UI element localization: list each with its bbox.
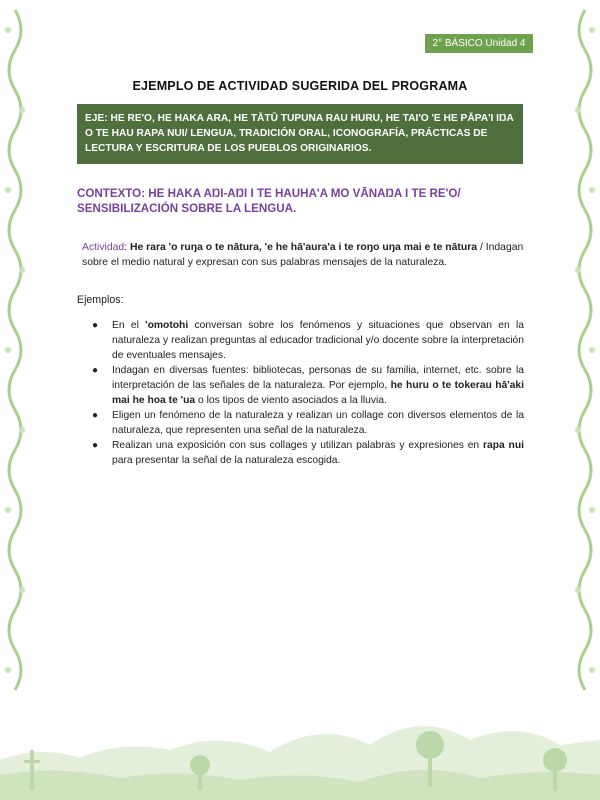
list-item xyxy=(92,363,524,408)
right-decorative-border xyxy=(570,0,600,720)
actividad-text: Indagan sobre el medio natural y expresan con sus palabras mensajes de la naturaleza. xyxy=(82,242,524,268)
item-text: Realizan una exposición con sus collages y utilizan palabras y expresiones en xyxy=(112,440,483,451)
item-text: o los tipos de viento asociados a la lluvia. xyxy=(195,395,387,406)
item-text: Indagan en diversas fuentes: bibliotecas, personas de su familia, internet, etc. sobre la interpretación de las señales de la naturaleza. Por ejemplo, xyxy=(112,365,524,391)
item-bold-text: rapa nui xyxy=(482,440,524,451)
actividad-paragraph: Actividad: He rara 'o ruŋa o te nātura, 'e he hā'aura'a i te roŋo uŋa mai e te nātura / Indagan sobre el medio natural y expresan con sus palabras mensajes de la naturaleza. xyxy=(82,242,524,268)
list-item xyxy=(92,438,524,468)
ejemplos-label: Ejemplos: xyxy=(77,294,124,306)
item-text: para presentar la señal de la naturaleza escogida. xyxy=(112,455,341,466)
left-decorative-border xyxy=(0,0,30,720)
bullet-icon: ● xyxy=(92,440,99,451)
list-item xyxy=(92,408,524,438)
actividad-label: Actividad xyxy=(82,242,125,253)
item-bold-text: 'omotohi xyxy=(145,320,189,331)
page-title: EJEMPLO DE ACTIVIDAD SUGERIDA DEL PROGRAMA xyxy=(132,79,468,93)
actividad-title: He rara 'o ruŋa o te nātura, 'e he hā'aura'a i te roŋo uŋa mai e te nātura xyxy=(129,242,478,253)
examples-list xyxy=(92,318,524,468)
contexto-heading: CONTEXTO: HE HAKA AŊI-AŊI I TE HAUHA'A MO VĀNAŊA I TE RE'O/ SENSIBILIZACIÓN SOBRE LA LENGUA. xyxy=(77,187,461,215)
item-text: Eligen un fenómeno de la naturaleza y realizan un collage con diversos elementos de la naturaleza, que representen una señal de la naturaleza. xyxy=(112,410,524,436)
bullet-icon: ● xyxy=(92,410,99,421)
bullet-icon: ● xyxy=(92,320,99,331)
bullet-icon: ● xyxy=(92,365,99,376)
item-bold-text: he huru o te tokerau hā'aki mai he hoa te 'ua xyxy=(112,380,524,406)
eje-box: EJE: HE RE'O, HE HAKA ARA, HE TĀTŪ TUPUNA RAU HURU, HE TAI'O 'E HE PĀPA'I IŊA O TE HAU RAPA NUI/ LENGUA, TRADICIÓN ORAL, ICONOGRAFÍA, PRÁCTICAS DE LECTURA Y ESCRITURA DE LOS PUEBLOS ORIGINARIOS. xyxy=(77,104,523,164)
grade-unit-badge: 2° BÁSICO Unidad 4 xyxy=(425,34,533,53)
actividad-separator: / xyxy=(477,242,486,253)
item-text: En el xyxy=(112,320,146,331)
landscape-illustration xyxy=(0,690,600,800)
item-text: conversan sobre los fenómenos y situaciones que observan en la naturaleza y realizan preguntas al educador tradicional y/o docente sobre la interpretación de eventuales mensajes. xyxy=(112,320,524,361)
list-item xyxy=(92,318,524,363)
